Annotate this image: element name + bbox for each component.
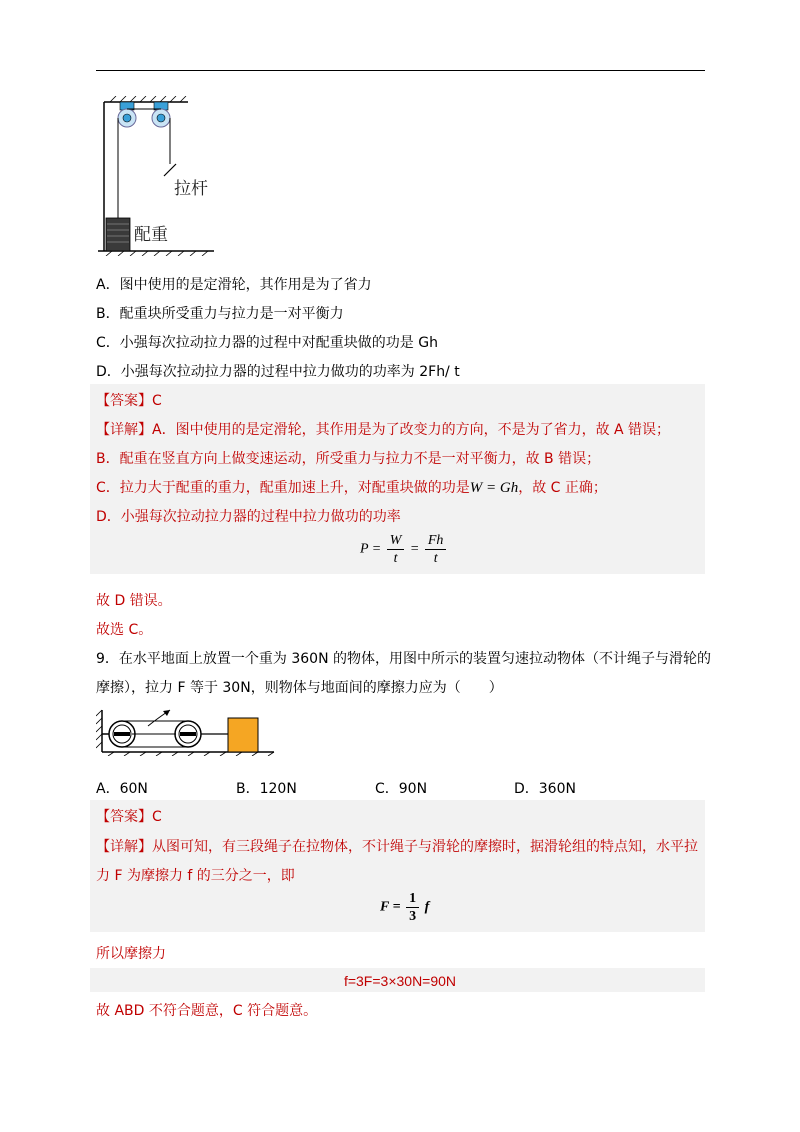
q8-choose: 故选 C。 [96, 622, 153, 638]
q9-detail-line2: 力 F 为摩擦力 f 的三分之一，即 [96, 868, 295, 884]
q9-friction-label: 所以摩擦力 [96, 946, 166, 962]
q9-stem-line2: 摩擦），拉力 F 等于 30N，则物体与地面间的摩擦力应为（ ） [96, 680, 503, 696]
q8-detail-a: 【详解】A．图中使用的是定滑轮，其作用是为了改变力的方向，不是为了省力，故 A 错误； [96, 422, 671, 438]
q8-formula-p-eq: = [409, 541, 420, 557]
label-peizhong: 配重 [134, 225, 168, 245]
q8-answer: 【答案】C [96, 393, 162, 409]
q9-detail-line1: 【详解】从图可知，有三段绳子在拉物体，不计绳子与滑轮的摩擦时，据滑轮组的特点知，水平拉 [96, 839, 698, 855]
q8-frac1-num: W [387, 532, 405, 550]
q9-answer: 【答案】C [96, 809, 162, 825]
q8-detail-c [96, 479, 607, 497]
q9-option-c: C．90N [375, 781, 428, 797]
q8-power-formula [360, 532, 448, 567]
q8-option-d: D．小强每次拉动拉力器的过程中拉力做功的功率为 2Fh/ t [96, 364, 460, 380]
q9-formula-f-lhs: F = [380, 899, 401, 915]
q9-formula-f [380, 890, 429, 925]
q8-detail-d: D．小强每次拉动拉力器的过程中拉力做功的功率 [96, 509, 401, 525]
q9-option-d: D．360N [514, 781, 576, 797]
q9-calc: f=3F=3×30N=90N [343, 973, 457, 989]
q8-fraction-wt [387, 532, 405, 567]
header-rule [96, 70, 705, 71]
q8-option-a: A．图中使用的是定滑轮，其作用是为了省力 [96, 277, 372, 293]
q8-formula-w: W = Gh [469, 480, 519, 496]
q8-detail-b: B．配重在竖直方向上做变速运动，所受重力与拉力不是一对平衡力，故 B 错误； [96, 451, 601, 467]
q9-frac-num: 1 [406, 890, 419, 908]
q8-d-wrong: 故 D 错误。 [96, 593, 172, 609]
q8-detail-c-post: ，故 C 正确； [518, 480, 607, 496]
q9-option-a: A．60N [96, 781, 148, 797]
q8-frac2-den: t [433, 551, 438, 566]
q8-frac1-den: t [393, 551, 398, 566]
q8-option-c: C．小强每次拉动拉力器的过程中对配重块做的功是 Gh [96, 335, 438, 351]
q8-fraction-fht [425, 532, 447, 567]
q9-fraction-one-third [406, 890, 419, 925]
q8-detail-c-pre: C．拉力大于配重的重力，配重加速上升，对配重块做的功是 [96, 480, 470, 496]
q9-frac-den: 3 [409, 909, 417, 924]
q9-stem-line1: 9．在水平地面上放置一个重为 360N 的物体，用图中所示的装置匀速拉动物体（不计绳子与滑轮的 [96, 651, 711, 667]
label-lagan: 拉杆 [174, 179, 208, 199]
pulley-figure-q9 [96, 706, 276, 756]
q8-option-b: B．配重块所受重力与拉力是一对平衡力 [96, 306, 344, 322]
q9-option-b: B．120N [236, 781, 297, 797]
q9-formula-f-rhs: f [424, 899, 430, 915]
q8-formula-p-lhs: P = [360, 541, 382, 557]
q9-conclusion: 故 ABD 不符合题意，C 符合题意。 [96, 1003, 318, 1019]
q8-frac2-num: Fh [425, 532, 447, 550]
